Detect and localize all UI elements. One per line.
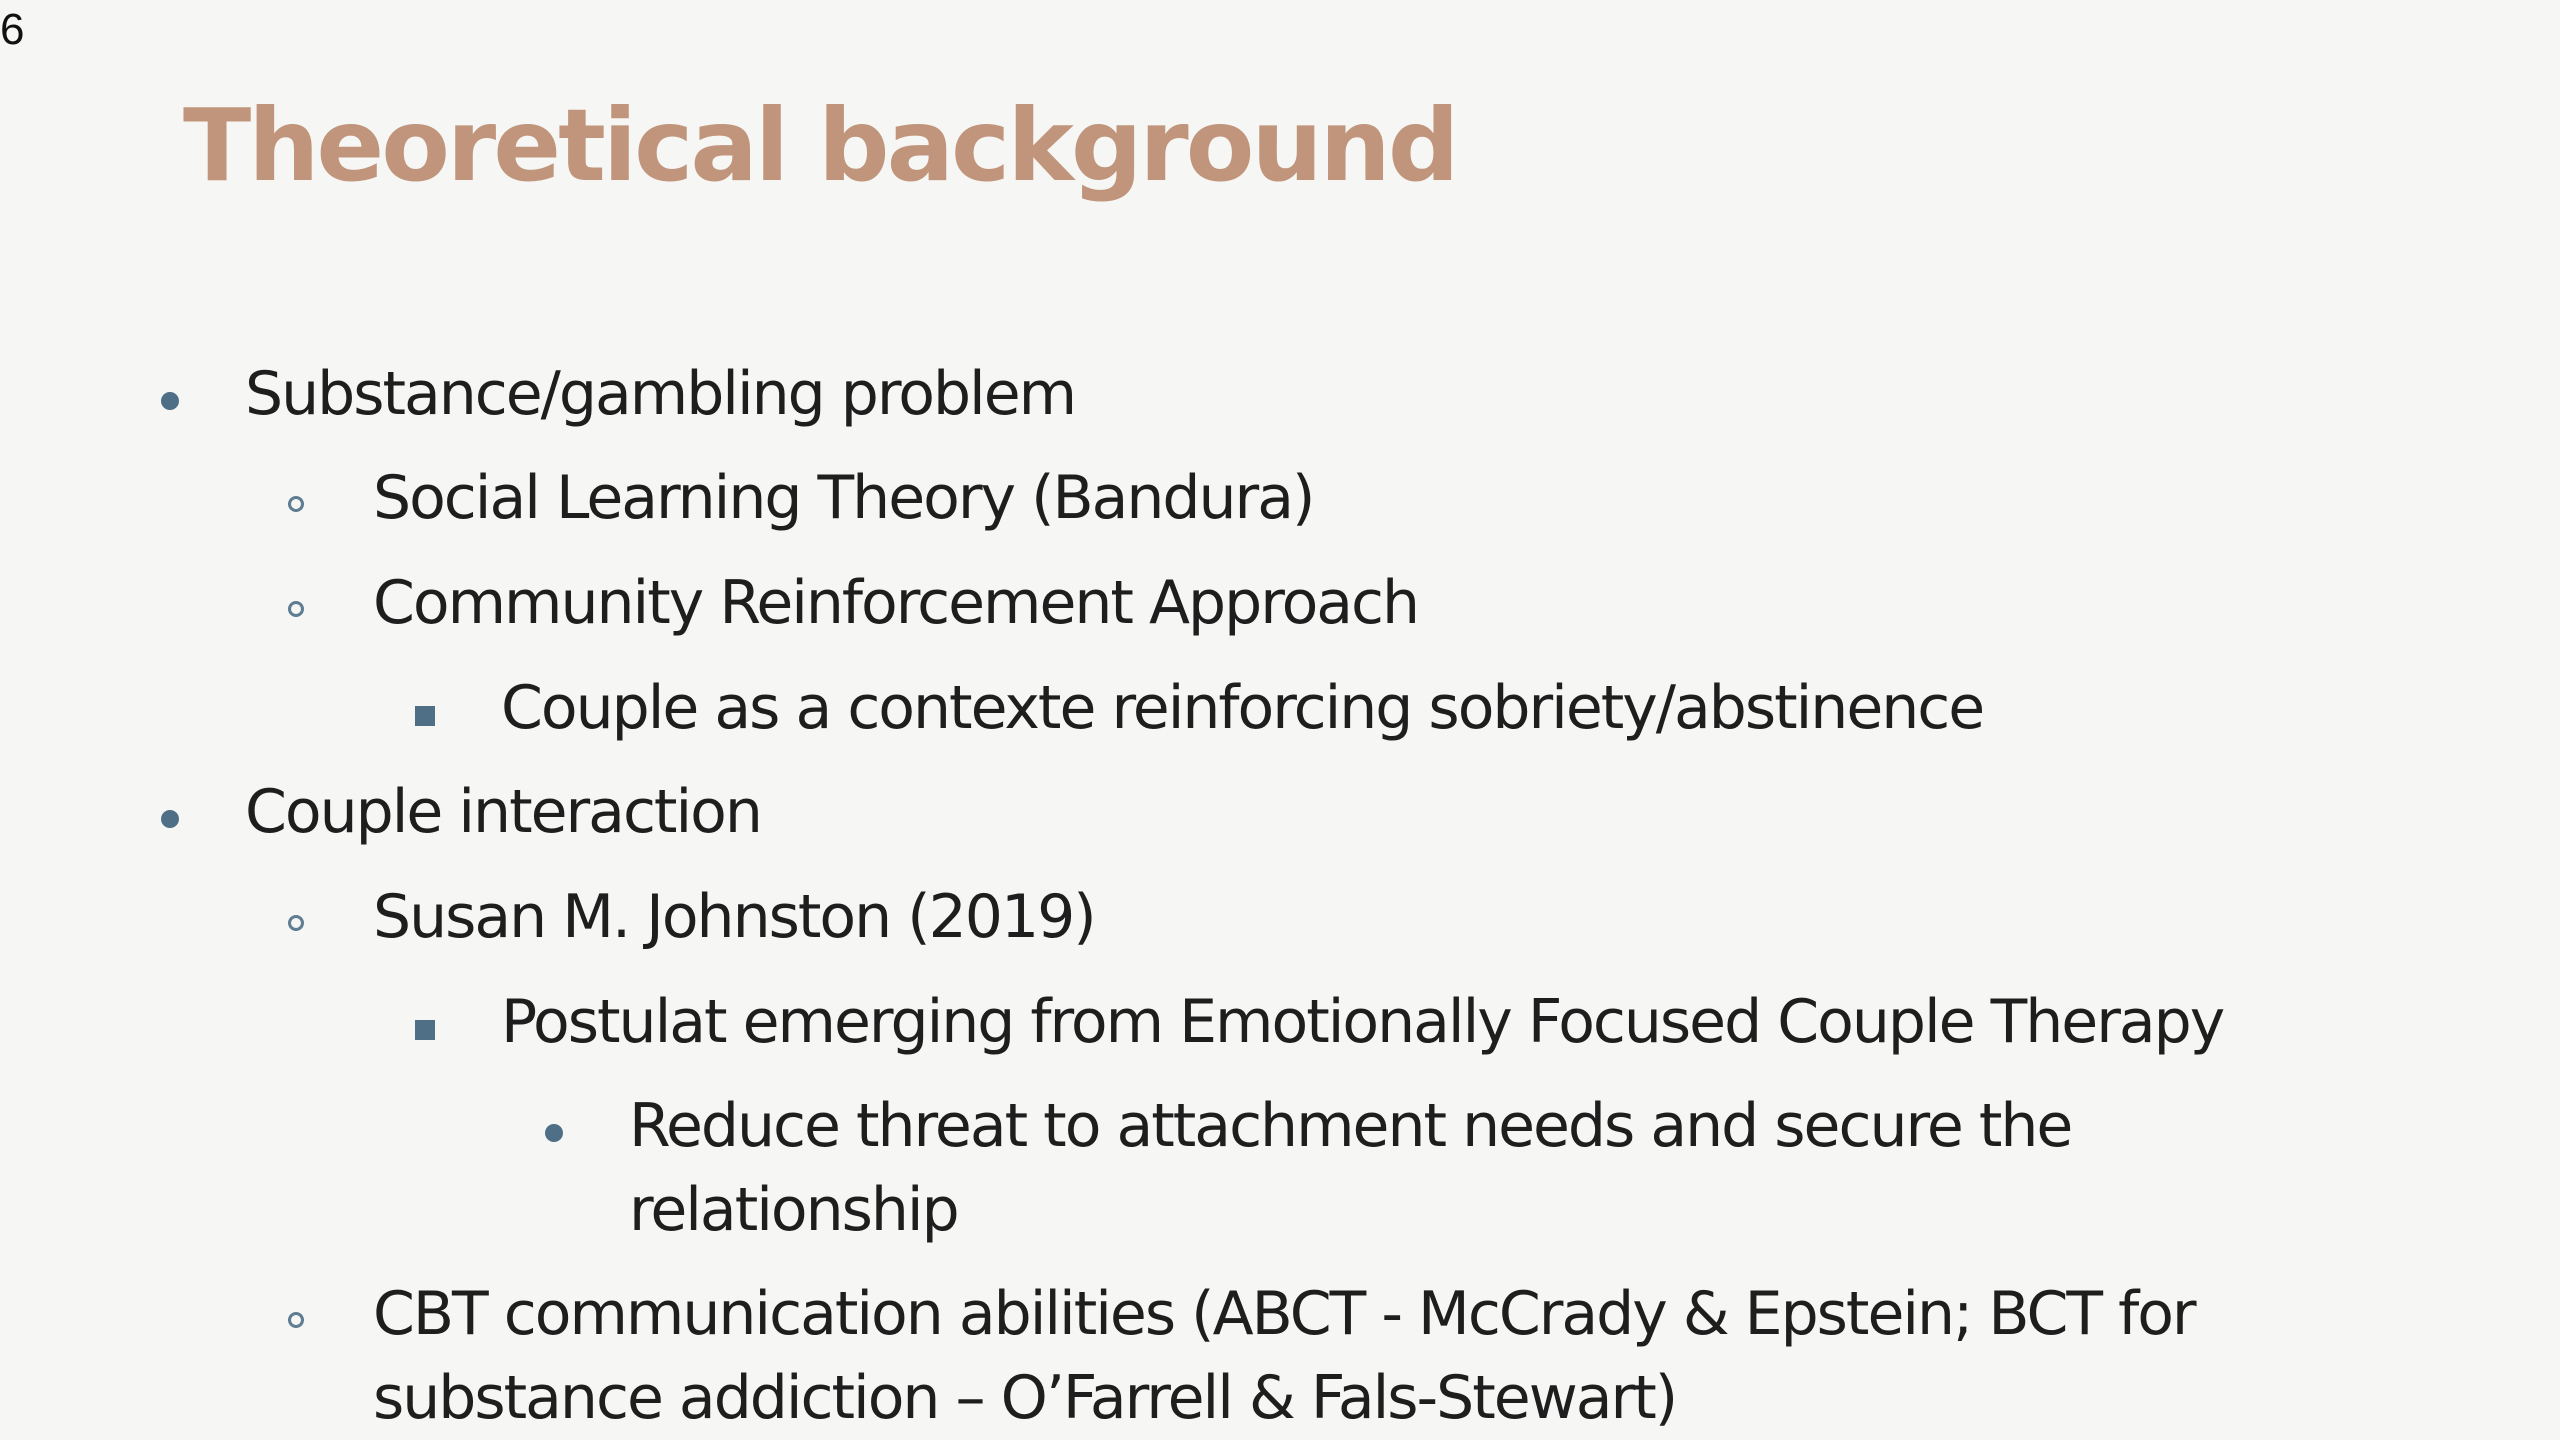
- bullet-text: Community Reinforcement Approach: [373, 568, 1419, 638]
- bullet-text: Couple interaction: [245, 777, 761, 847]
- bullet-item: [373, 1272, 2195, 1440]
- slide-title: Theoretical background: [183, 87, 1457, 204]
- bullet-text: Postulat emerging from Emotionally Focused Couple Therapy: [501, 987, 2224, 1057]
- dot-icon: [161, 392, 179, 410]
- slide-number: 6: [0, 5, 25, 54]
- hollow-circle-icon: [288, 496, 304, 512]
- bullet-text-continued: relationship: [629, 1175, 958, 1245]
- bullet-text: Social Learning Theory (Bandura): [373, 463, 1314, 533]
- bullet-item: [501, 666, 1983, 750]
- bullet-text-continued: substance addiction – O’Farrell & Fals-Stewart): [373, 1363, 1677, 1433]
- bullet-text: CBT communication abilities (ABCT - McCrady & Epstein; BCT for: [373, 1279, 2195, 1349]
- square-icon: [415, 706, 435, 726]
- bullet-text: Susan M. Johnston (2019): [373, 882, 1095, 952]
- bullet-text: Substance/gambling problem: [245, 359, 1076, 429]
- bullet-item: [245, 770, 761, 854]
- hollow-circle-icon: [288, 601, 304, 617]
- square-icon: [415, 1020, 435, 1040]
- bullet-text: Reduce threat to attachment needs and secure the: [629, 1091, 2072, 1161]
- hollow-circle-icon: [288, 915, 304, 931]
- dot-icon: [161, 810, 179, 828]
- dot-icon: [545, 1124, 563, 1142]
- bullet-item: [373, 561, 1418, 645]
- bullet-item: [245, 352, 1075, 436]
- hollow-circle-icon: [288, 1312, 304, 1328]
- bullet-item: [373, 456, 1313, 540]
- bullet-item: [501, 980, 2223, 1064]
- bullet-item: [373, 875, 1095, 959]
- bullet-text: Couple as a contexte reinforcing sobriety/abstinence: [501, 673, 1984, 743]
- bullet-item: [629, 1084, 2071, 1252]
